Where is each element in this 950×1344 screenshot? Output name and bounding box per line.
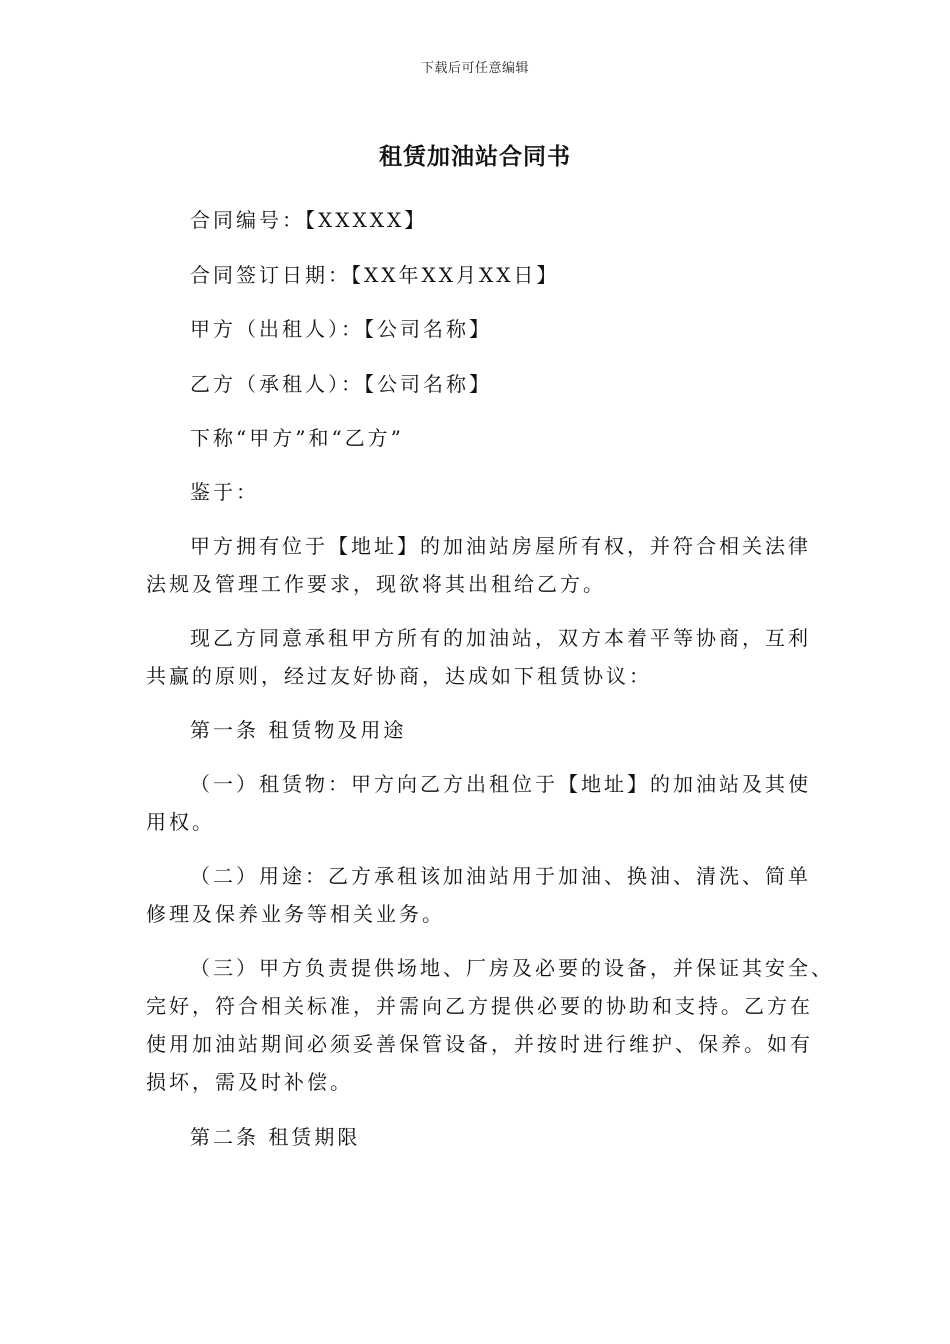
paragraph-line: 共赢的原则，经过友好协商，达成如下租赁协议： bbox=[146, 664, 652, 688]
clause-line: 用权。 bbox=[146, 810, 215, 834]
paragraph-line: 甲方拥有位于【地址】的加油站房屋所有权，并符合相关法律 bbox=[190, 534, 811, 558]
clause-line: 修理及保养业务等相关业务。 bbox=[146, 902, 445, 926]
article-one-heading: 第一条 租赁物及用途 bbox=[190, 718, 407, 742]
signing-date-line: 合同签订日期：【XX年XX月XX日】 bbox=[190, 263, 560, 287]
document-title: 租赁加油站合同书 bbox=[379, 144, 571, 170]
party-b-line: 乙方（承租人）：【公司名称】 bbox=[190, 372, 492, 396]
contract-number-line: 合同编号：【XXXXX】 bbox=[190, 208, 428, 232]
party-alias-line: 下称“甲方”和“乙方” bbox=[190, 426, 404, 450]
header-note: 下载后可任意编辑 bbox=[420, 61, 529, 76]
clause-line: 使用加油站期间必须妥善保管设备，并按时进行维护、保养。如有 bbox=[146, 1032, 813, 1056]
party-a-line: 甲方（出租人）：【公司名称】 bbox=[190, 317, 492, 341]
clause-line: （一）租赁物：甲方向乙方出租位于【地址】的加油站及其使 bbox=[190, 772, 811, 796]
clause-line: 损坏，需及时补偿。 bbox=[146, 1070, 353, 1094]
clause-line: （三）甲方负责提供场地、厂房及必要的设备，并保证其安全、 bbox=[190, 956, 834, 980]
paragraph-line: 现乙方同意承租甲方所有的加油站，双方本着平等协商，互利 bbox=[190, 626, 811, 650]
clause-line: （二）用途：乙方承租该加油站用于加油、换油、清洗、简单 bbox=[190, 864, 811, 888]
article-two-heading: 第二条 租赁期限 bbox=[190, 1125, 361, 1149]
whereas-heading: 鉴于： bbox=[190, 480, 259, 504]
clause-line: 完好，符合相关标准，并需向乙方提供必要的协助和支持。乙方在 bbox=[146, 994, 813, 1018]
paragraph-line: 法规及管理工作要求，现欲将其出租给乙方。 bbox=[146, 572, 606, 596]
